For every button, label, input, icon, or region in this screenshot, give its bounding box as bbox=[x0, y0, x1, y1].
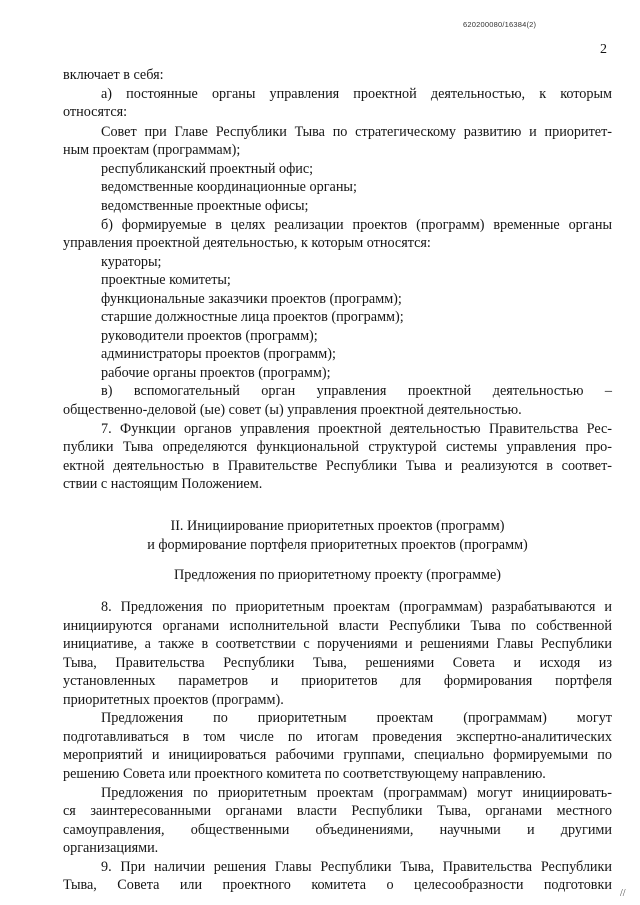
text-line: установленных параметров и приоритетов для формирования портфеля bbox=[63, 673, 612, 689]
text-line: Предложения по приоритетным проектам (программам) могут инициировать- bbox=[101, 785, 612, 801]
section-heading: II. Инициирование приоритетных проектов (программ) bbox=[170, 518, 505, 534]
text-line: решению Совета или проектного комитета по соответствующему направлению. bbox=[63, 766, 546, 782]
text-line: кураторы; bbox=[101, 254, 162, 270]
subsection-heading: Предложения по приоритетному проекту (программе) bbox=[174, 567, 501, 583]
text-line: общественно-деловой (ые) совет (ы) управления проектной деятельностью. bbox=[63, 402, 522, 418]
text-line: ведомственные проектные офисы; bbox=[101, 198, 309, 214]
text-line: администраторы проектов (программ); bbox=[101, 346, 336, 362]
text-line: а) постоянные органы управления проектной деятельностью, к которым bbox=[101, 86, 612, 102]
text-line: республиканский проектный офис; bbox=[101, 161, 314, 177]
text-line: относятся: bbox=[63, 104, 128, 120]
text-line: управления проектной деятельностью, к которым относятся: bbox=[63, 235, 431, 251]
text-line: приоритетных проектов (программ). bbox=[63, 692, 284, 708]
text-line: функциональные заказчики проектов (программ); bbox=[101, 291, 402, 307]
text-line: инициируются органами исполнительной власти Республики Тыва по собственной bbox=[63, 618, 612, 634]
text-line: ведомственные координационные органы; bbox=[101, 179, 357, 195]
text-line: публики Тыва определяются функциональной структурой системы управления про- bbox=[63, 439, 612, 455]
text-line: в) вспомогательный орган управления проектной деятельностью – bbox=[101, 383, 612, 399]
text-line: ным проектам (программам); bbox=[63, 142, 241, 158]
document-id: 620200080/16384(2) bbox=[463, 20, 537, 29]
text-line: ектной деятельностью в Правительстве Республики Тыва и реализуются в соответ- bbox=[63, 458, 612, 474]
corner-mark: // bbox=[620, 888, 626, 899]
text-line: Предложения по приоритетным проектам (программам) могут bbox=[101, 710, 612, 726]
text-line: Тыва, Совета или проектного комитета о целесообразности подготовки bbox=[63, 877, 612, 893]
text-line: Совет при Главе Республики Тыва по стратегическому развитию и приоритет- bbox=[101, 124, 612, 140]
section-heading: и формирование портфеля приоритетных проектов (программ) bbox=[147, 537, 528, 553]
text-line: рабочие органы проектов (программ); bbox=[101, 365, 331, 381]
text-line: проектные комитеты; bbox=[101, 272, 231, 288]
text-line: руководители проектов (программ); bbox=[101, 328, 318, 344]
text-line: 7. Функции органов управления проектной деятельностью Правительства Рес- bbox=[101, 421, 612, 437]
text-line: ствии с настоящим Положением. bbox=[63, 476, 263, 492]
text-line: включает в себя: bbox=[63, 67, 164, 83]
text-line: старшие должностные лица проектов (программ); bbox=[101, 309, 404, 325]
text-line: 9. При наличии решения Главы Республики Тыва, Правительства Республики bbox=[101, 859, 612, 875]
text-line: ся заинтересованными органами власти Республики Тыва, органами местного bbox=[63, 803, 612, 819]
text-line: самоуправления, общественными объединениями, научными и другими bbox=[63, 822, 612, 838]
text-line: Тыва, Правительства Республики Тыва, решениями Совета и исходя из bbox=[63, 655, 612, 671]
page-number: 2 bbox=[600, 42, 607, 57]
text-line: организациями. bbox=[63, 840, 159, 856]
text-line: б) формируемые в целях реализации проектов (программ) временные органы bbox=[101, 217, 612, 233]
text-line: инициативе, а также в соответствии с поручениями и решениями Главы Республики bbox=[63, 636, 612, 652]
text-line: 8. Предложения по приоритетным проектам (программам) разрабатываются и bbox=[101, 599, 612, 615]
text-line: подготавливаться в том числе по итогам проведения экспертно-аналитических bbox=[63, 729, 612, 745]
text-line: мероприятий и инициироваться рабочими группами, специально формируемыми по bbox=[63, 747, 612, 763]
